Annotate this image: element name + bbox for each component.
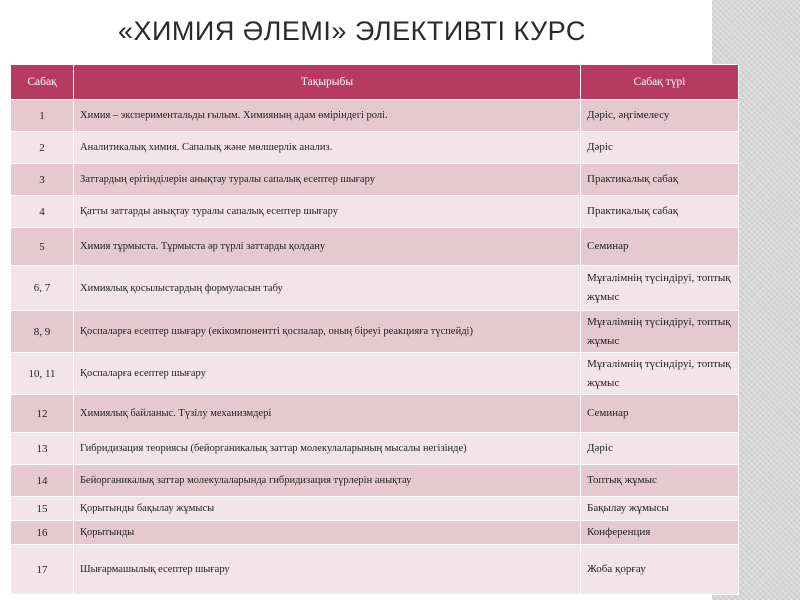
lesson-type: Конференция — [581, 521, 739, 545]
lesson-type: Дәріс, әңгімелесу — [581, 100, 739, 132]
lesson-topic: Химиялық байланыс. Түзілу механизмдері — [74, 395, 581, 433]
table-row — [11, 465, 739, 497]
lesson-type: Топтық жұмыс — [581, 465, 739, 497]
table-row — [11, 164, 739, 196]
lesson-topic: Заттардың ерітінділерін анықтау туралы сапалық есептер шығару — [74, 164, 581, 196]
lesson-topic: Қорытынды — [74, 521, 581, 545]
page-title: «ХИМИЯ ӘЛЕМІ» ЭЛЕКТИВТІ КУРС — [118, 16, 586, 46]
header-lesson-type: Сабақ түрі — [581, 65, 739, 100]
lesson-number: 15 — [11, 497, 74, 521]
lesson-type: Практикалық сабақ — [581, 196, 739, 228]
lesson-topic: Шығармашылық есептер шығару — [74, 545, 581, 595]
lesson-topic: Аналитикалық химия. Сапалық және мөлшерлік анализ. — [74, 132, 581, 164]
lesson-type: Бақылау жұмысы — [581, 497, 739, 521]
lesson-type: Практикалық сабақ — [581, 164, 739, 196]
table-row — [11, 266, 739, 311]
lesson-number: 13 — [11, 433, 74, 465]
table-row — [11, 353, 739, 395]
lesson-number: 4 — [11, 196, 74, 228]
lesson-topic: Қорытынды бақылау жұмысы — [74, 497, 581, 521]
lesson-type: Мұғалімнің түсіндіруі, топтық жұмыс — [581, 353, 739, 395]
table-row — [11, 228, 739, 266]
header-lesson: Сабақ — [11, 65, 74, 100]
header-topic: Тақырыбы — [74, 65, 581, 100]
lesson-number: 2 — [11, 132, 74, 164]
lesson-type: Мұғалімнің түсіндіруі, топтық жұмыс — [581, 311, 739, 353]
table-row — [11, 100, 739, 132]
lesson-number: 1 — [11, 100, 74, 132]
lesson-type: Жоба қорғау — [581, 545, 739, 595]
lesson-number: 14 — [11, 465, 74, 497]
lesson-type: Семинар — [581, 395, 739, 433]
lesson-topic: Химия – экспериментальды ғылым. Химияның адам өміріндегі ролі. — [74, 100, 581, 132]
lesson-number: 16 — [11, 521, 74, 545]
lesson-number: 8, 9 — [11, 311, 74, 353]
lesson-type: Мұғалімнің түсіндіруі, топтық жұмыс — [581, 266, 739, 311]
lesson-number: 3 — [11, 164, 74, 196]
lesson-topic: Гибридизация теориясы (бейорганикалық заттар молекулаларының мысалы негізінде) — [74, 433, 581, 465]
table-row — [11, 311, 739, 353]
lesson-topic: Қоспаларға есептер шығару (екікомпонентті қоспалар, оның біреуі реакцияға түспейді) — [74, 311, 581, 353]
lesson-number: 12 — [11, 395, 74, 433]
table-row — [11, 545, 739, 595]
table-header-row — [11, 65, 739, 100]
lesson-type: Дәріс — [581, 433, 739, 465]
lesson-type: Семинар — [581, 228, 739, 266]
lesson-number: 6, 7 — [11, 266, 74, 311]
lesson-number: 10, 11 — [11, 353, 74, 395]
lesson-number: 5 — [11, 228, 74, 266]
lesson-topic: Бейорганикалық заттар молекулаларында гибридизация түрлерін анықтау — [74, 465, 581, 497]
table-row — [11, 497, 739, 521]
table-row — [11, 521, 739, 545]
lesson-topic: Химиялық қосылыстардың формуласын табу — [74, 266, 581, 311]
lesson-topic: Қатты заттарды анықтау туралы сапалық есептер шығару — [74, 196, 581, 228]
lesson-type: Дәріс — [581, 132, 739, 164]
table-row — [11, 395, 739, 433]
lesson-number: 17 — [11, 545, 74, 595]
table-row — [11, 433, 739, 465]
table-row — [11, 196, 739, 228]
lesson-topic: Химия тұрмыста. Тұрмыста әр түрлі заттарды қолдану — [74, 228, 581, 266]
course-table — [10, 64, 739, 595]
table-row — [11, 132, 739, 164]
lesson-topic: Қоспаларға есептер шығару — [74, 353, 581, 395]
